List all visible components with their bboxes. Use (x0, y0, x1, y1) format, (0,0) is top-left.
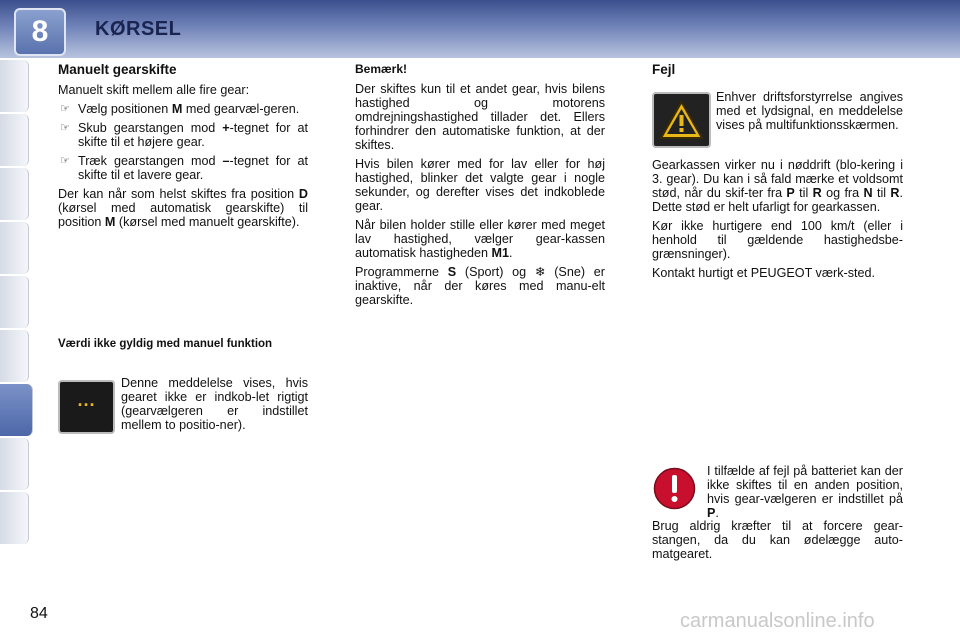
finger-pointing-icon: ☞ (60, 103, 70, 115)
subsection-text: Denne meddelelse vises, hvis gearet ikke er indkob-let rigtigt (gearvælgeren er indstillet mellem to positio-ner). (121, 376, 308, 432)
page-number: 84 (30, 605, 48, 622)
warning-triangle-icon (652, 92, 711, 148)
paragraph: Programmerne S (Sport) og ❄ (Sne) er inaktive, når der køres med manu-elt gearskifte. (355, 265, 605, 307)
battery-fault-text: I tilfælde af fejl på batteriet kan der ikke skiftes til en anden position, hvis gear-vælgeren er indstillet på P. (707, 464, 903, 520)
list-item: ☞ Vælg positionen M med gearvæl-geren. (60, 102, 300, 116)
paragraph: Kør ikke hurtigere end 100 km/t (eller i henhold til gældende hastighedsbe-grænsninger). (652, 219, 903, 261)
paragraph: Der kan når som helst skiftes fra position D (kørsel med automatisk gearskifte) til position M (kørsel med manuelt gearskifte). (58, 187, 308, 229)
final-warning: Brug aldrig kræfter til at forcere gear-stangen, da du kan ødelægge auto-matgearet. (652, 519, 903, 561)
paragraph: Kontakt hurtigt et PEUGEOT værk-sted. (652, 266, 876, 280)
fault-paragraphs (652, 158, 903, 285)
finger-pointing-icon: ☞ (60, 122, 70, 134)
finger-pointing-icon: ☞ (60, 155, 70, 167)
stop-exclamation-icon (652, 466, 697, 511)
chapter-tab[interactable] (0, 438, 29, 490)
section-title: Fejl (652, 62, 676, 77)
chapter-tab[interactable] (0, 276, 29, 328)
paragraph: Hvis bilen kører med for lav eller for høj hastighed, blinker det valgte gear i nogle sekunder, og derefter vises det indkoblede gear. (355, 157, 605, 213)
column-manual-shift (58, 63, 308, 234)
chapter-tab-active[interactable] (0, 384, 33, 436)
note-title: Bemærk! (355, 62, 408, 76)
paragraph: Når bilen holder stille eller kører med meget lav hastighed, vælger gear-kassen automatisk hastigheden M1. (355, 218, 605, 260)
paragraph: Der skiftes kun til et andet gear, hvis bilens hastighed og motorens omdrejningshastighed tillader det. Ellers forhindrer den automatiske funktion, at der skiftes. (355, 82, 605, 152)
chapter-tab[interactable] (0, 330, 29, 382)
subsection-invalid-value (58, 338, 308, 357)
section-title: Manuelt gearskifte (58, 62, 177, 77)
chapter-tabs (0, 60, 30, 580)
list-item: ☞ Skub gearstangen mod +-tegnet for at skifte til et højere gear. (60, 121, 308, 149)
watermark: carmanualsonline.info (680, 610, 875, 632)
list-item: ☞ Træk gearstangen mod –-tegnet for at skifte til et lavere gear. (60, 154, 309, 182)
chapter-tab[interactable] (0, 168, 29, 220)
subsection-title: Værdi ikke gyldig med manuel funktion (58, 338, 273, 350)
paragraph: Gearkassen virker nu i nøddrift (blo-kering i 3. gear). Du kan i så fald mærke et voldsomt stød, når du skif-ter fra P til R og fra N til R. Dette stød er helt ufarligt for gearkassen. (652, 158, 903, 214)
chapter-badge: 8 (14, 8, 66, 56)
chapter-tab[interactable] (0, 60, 29, 112)
chapter-tab[interactable] (0, 492, 29, 544)
column-note (355, 63, 605, 312)
chapter-tab[interactable] (0, 222, 29, 274)
intro-text: Manuelt skift mellem alle fire gear: (58, 83, 250, 97)
chapter-tab[interactable] (0, 114, 29, 166)
snowflake-icon: ❄ (534, 265, 546, 279)
gear-display-icon: ··· (58, 380, 115, 434)
warning-text-block: Enhver driftsforstyrrelse angives med et lydsignal, en meddelelse vises på multifunktionsskærmen. (716, 90, 903, 132)
page-title: KØRSEL (95, 18, 182, 40)
column-fault (652, 63, 903, 83)
